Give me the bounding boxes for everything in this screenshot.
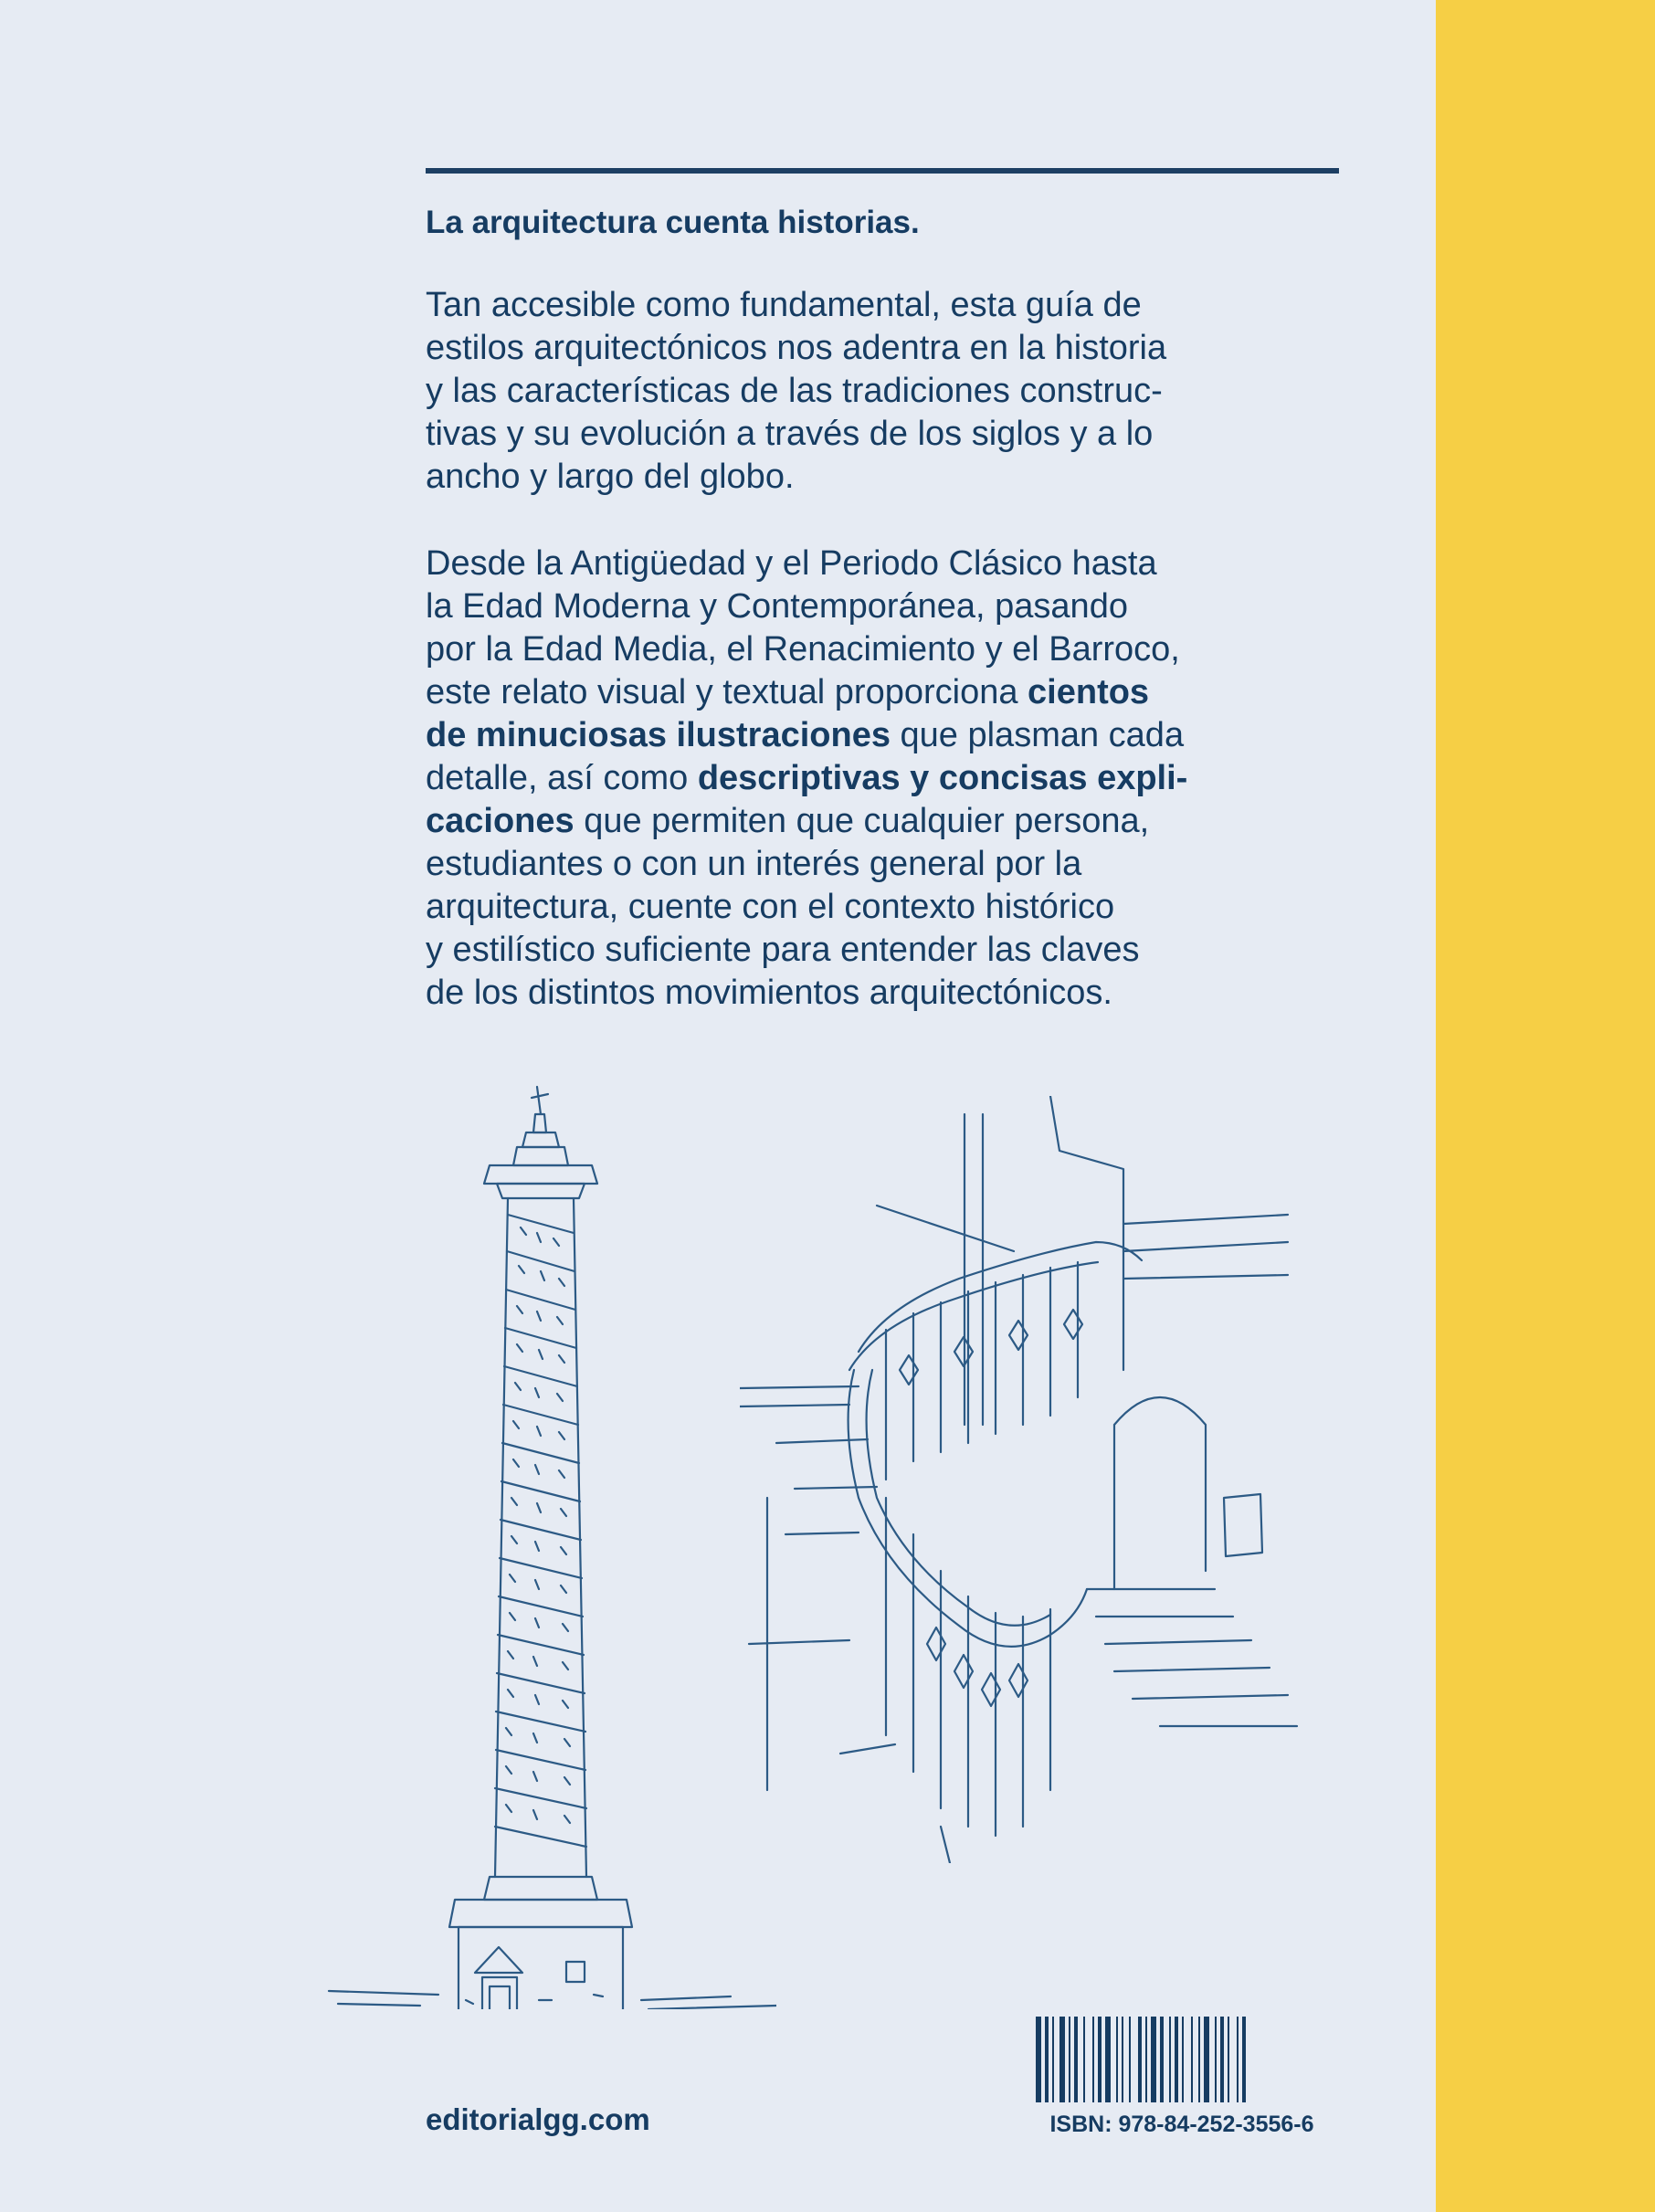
- barcode-bar: [1175, 2017, 1178, 2102]
- text-run: y estilístico suficiente para entender las claves: [426, 931, 1140, 969]
- text-run: estudiantes o con un interés general por la: [426, 845, 1082, 883]
- barcode-bar: [1160, 2017, 1164, 2102]
- text-line: [426, 628, 1339, 671]
- barcode-bar: [1204, 2017, 1209, 2102]
- text-run: ancho y largo del globo.: [426, 458, 795, 496]
- barcode-bar: [1215, 2017, 1217, 2102]
- text-line: [426, 714, 1339, 757]
- text-line: [426, 284, 1339, 327]
- barcode-bar: [1220, 2017, 1224, 2102]
- cover-heading: La arquitectura cuenta historias.: [426, 205, 920, 240]
- yellow-spine-band: [1436, 0, 1655, 2212]
- text-run: la Edad Moderna y Contemporánea, pasando: [426, 587, 1128, 626]
- barcode-bar: [1198, 2017, 1200, 2102]
- barcode-bar: [1052, 2017, 1054, 2102]
- text-line: [426, 327, 1339, 370]
- description-paragraph-2: [426, 542, 1339, 1015]
- text-run: arquitectura, cuente con el contexto histórico: [426, 888, 1115, 926]
- barcode-bar: [1083, 2017, 1085, 2102]
- bold-text-run: de minuciosas ilustraciones: [426, 716, 891, 754]
- barcode-bar: [1069, 2017, 1070, 2102]
- text-line: [426, 542, 1339, 585]
- barcode-bar: [1122, 2017, 1123, 2102]
- barcode-bar: [1074, 2017, 1078, 2102]
- bold-text-run: descriptivas y concisas expli-: [697, 759, 1188, 797]
- description-paragraph-1: [426, 284, 1339, 499]
- barcode-bar: [1129, 2017, 1131, 2102]
- barcode-bar: [1138, 2017, 1142, 2102]
- bold-text-run: cientos: [1028, 673, 1150, 711]
- top-divider-rule: [426, 168, 1339, 174]
- text-run: y las características de las tradiciones construc-: [426, 372, 1163, 410]
- barcode-bar: [1045, 2017, 1049, 2102]
- text-run: que permiten que cualquier persona,: [574, 802, 1150, 840]
- barcode-bar: [1092, 2017, 1094, 2102]
- text-line: [426, 585, 1339, 628]
- text-line: [426, 929, 1339, 972]
- barcode-bar: [1059, 2017, 1065, 2102]
- isbn-barcode: [1034, 2017, 1330, 2102]
- text-line: [426, 456, 1339, 499]
- bold-text-run: caciones: [426, 802, 575, 840]
- text-line: [426, 370, 1339, 413]
- barcode-bar: [1237, 2017, 1239, 2102]
- barcode-bar: [1169, 2017, 1171, 2102]
- barcode-bar: [1242, 2017, 1246, 2102]
- barcode-bar: [1191, 2017, 1193, 2102]
- column-monument-illustration: [301, 1078, 776, 2009]
- text-line: [426, 800, 1339, 843]
- spiral-staircase-illustration: [740, 1096, 1306, 1863]
- barcode-bar: [1116, 2017, 1118, 2102]
- isbn-number: ISBN: 978-84-252-3556-6: [1049, 2112, 1314, 2137]
- text-line: [426, 843, 1339, 886]
- barcode-bar: [1228, 2017, 1229, 2102]
- text-run: de los distintos movimientos arquitectónicos.: [426, 974, 1112, 1012]
- text-run: Desde la Antigüedad y el Periodo Clásico hasta: [426, 544, 1157, 583]
- text-run: tivas y su evolución a través de los siglos y a lo: [426, 415, 1154, 453]
- barcode-bar: [1098, 2017, 1102, 2102]
- text-run: que plasman cada: [890, 716, 1185, 754]
- text-run: por la Edad Media, el Renacimiento y el Barroco,: [426, 630, 1180, 669]
- text-run: estilos arquitectónicos nos adentra en la historia: [426, 329, 1167, 367]
- text-line: [426, 671, 1339, 714]
- publisher-website-link[interactable]: editorialgg.com: [426, 2102, 650, 2136]
- barcode-bar: [1105, 2017, 1111, 2102]
- barcode-bar: [1151, 2017, 1156, 2102]
- barcode-bar: [1036, 2017, 1041, 2102]
- text-line: [426, 413, 1339, 456]
- text-run: detalle, así como: [426, 759, 698, 797]
- text-line: [426, 886, 1339, 929]
- text-run: Tan accesible como fundamental, esta guía de: [426, 286, 1142, 324]
- barcode-bar: [1145, 2017, 1147, 2102]
- barcode-bar: [1182, 2017, 1184, 2102]
- text-line: [426, 757, 1339, 800]
- text-line: [426, 972, 1339, 1015]
- text-run: este relato visual y textual proporciona: [426, 673, 1028, 711]
